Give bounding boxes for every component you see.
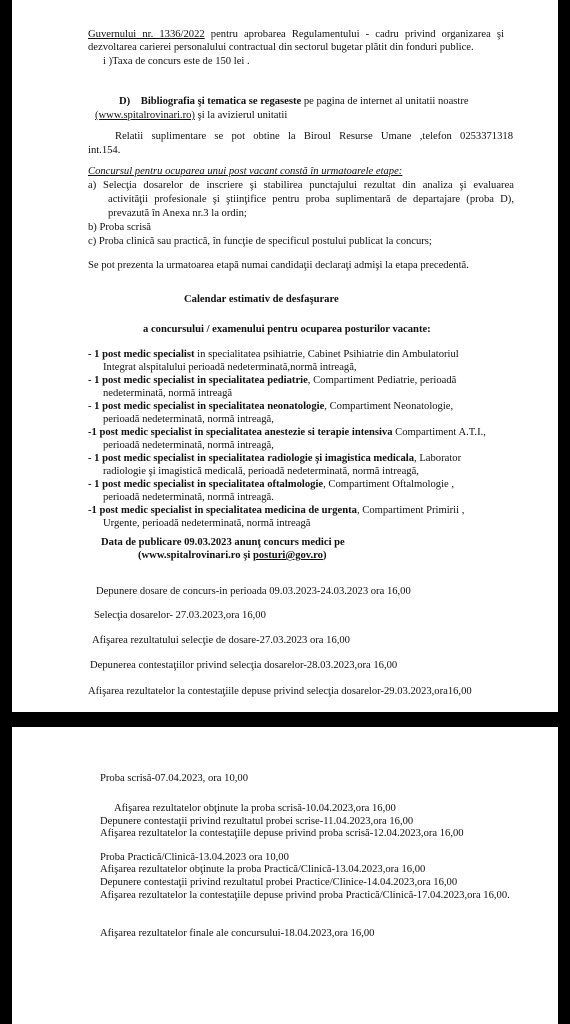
schedule-item-2: Selecţia dosarelor- 27.03.2023,ora 16,00	[94, 610, 266, 621]
written-item-3: Depunere contestaţii privind rezultatul probei scrise-11.04.2023,ora 16,00	[100, 816, 414, 827]
posturi-link[interactable]: posturi@gov.ro	[252, 550, 323, 561]
post-3-cont: perioadă nedeterminată, normă intreagă,	[103, 414, 274, 425]
post-5-cont: radiologie şi imagistică medicală, perioadă nedeterminată, normă intreagă,	[103, 466, 419, 477]
post-1: - 1 post medic specialist in specialitatea psihiatrie, Cabinet Psihiatrie din Ambulatoriul	[88, 349, 459, 360]
stages-title: Concursul pentru ocuparea unui post vacant constă în urmatoarele etape:	[88, 166, 403, 177]
contact-line-2: int.154.	[88, 145, 121, 156]
intro-line-2: dezvoltarea carierei personalului contractual din sectorul bugetar plătit din fonduri publice.	[88, 42, 474, 53]
publication-line-2: (www.spitalrovinari.ro şi posturi@gov.ro)	[138, 550, 327, 561]
schedule-item-3: Afişarea rezultatului selecţie de dosare-27.03.2023 ora 16,00	[92, 635, 350, 646]
stage-c: c) Proba clinică sau practică, în funcţie de specificul postului publicat la concurs;	[88, 236, 432, 247]
calendar-title-2: a concursului / examenului pentru ocuparea posturilor vacante:	[143, 324, 431, 335]
final-results: Afişarea rezultatelor finale ale concursului-18.04.2023,ora 16,00	[100, 928, 375, 939]
post-4: -1 post medic specialist in specialitatea anestezie si terapie intensiva Compartiment A.T.I.,	[88, 427, 486, 438]
stage-a-line-3: prevazută în Anexa nr.3 la ordin;	[108, 208, 247, 219]
post-4-cont: perioadă nedeterminată, normă intreagă,	[103, 440, 274, 451]
stage-b: b) Proba scrisă	[88, 222, 151, 233]
written-item-4: Afişarea rezultatelor la contestaţiile depuse privind proba scrisă-12.04.2023,ora 16,00	[100, 828, 464, 839]
practical-item-3: Depunere contestaţii privind rezultatul probei Practice/Clinice-14.04.2023,ora 16,00	[100, 877, 458, 888]
post-6: - 1 post medic specialist in specialitatea oftalmologie, Compartiment Oftalmologie ,	[88, 479, 455, 490]
post-2: - 1 post medic specialist in specialitatea pediatrie, Compartiment Pediatrie, perioadă	[88, 375, 457, 386]
contact-line-1: Relatii suplimentare se pot obtine la Biroul Resurse Umane ,telefon 0253371318	[115, 131, 513, 142]
schedule-item-1: Depunere dosare de concurs-in perioada 09.03.2023-24.03.2023 ora 16,00	[96, 586, 411, 597]
bibliography-link-line: (www.spitalrovinari.ro) şi la avizierul unitatii	[95, 110, 288, 121]
stages-note: Se pot prezenta la urmatoarea etapă numai candidaţii declaraţi admişi la etapa precedentă.	[88, 260, 469, 271]
post-5: - 1 post medic specialist in specialitatea radiologie şi imagistica medicala, Laborator	[88, 453, 462, 464]
stage-a-line-1: a) Selecţia dosarelor de inscriere şi stabilirea punctajului rezultat din analiza şi evaluarea	[88, 180, 514, 191]
ref-link[interactable]: Guvernului nr. 1336/2022	[88, 29, 205, 40]
post-7: -1 post medic specialist in specialitatea medicina de urgenta, Compartiment Primirii ,	[88, 505, 465, 516]
post-6-cont: perioadă nedeterminată, normă intreagă.	[103, 492, 274, 503]
stage-a-line-2: activităţii profesionale şi ştiinţifice pentru proba suplimentară de departajare (proba D),	[108, 194, 514, 205]
practical-item-4: Afişarea rezultatelor la contestaţiile depuse privind proba Practică/Clinică-17.04.2023,ora 16,00.	[100, 890, 510, 901]
schedule-item-4: Depunerea contestaţiilor privind selecţia dosarelor-28.03.2023,ora 16,00	[90, 660, 398, 671]
publication-line-1: Data de publicare 09.03.2023 anunţ concurs medici pe	[101, 537, 345, 548]
post-3: - 1 post medic specialist in specialitatea neonatologie, Compartiment Neonatologie,	[88, 401, 454, 412]
post-2-cont: nedeterminată, normă intreagă	[103, 388, 233, 399]
written-item-2: Afişarea rezultatelor obţinute la proba scrisă-10.04.2023,ora 16,00	[114, 803, 396, 814]
bibliography-line: D) Bibliografia şi tematica se regaseste pe pagina de internet al unitatii noastre	[119, 96, 469, 107]
written-item-1: Proba scrisă-07.04.2023, ora 10,00	[100, 773, 248, 784]
document-page-1	[12, 0, 558, 712]
practical-item-1: Proba Practică/Clinică-13.04.2023 ora 10,00	[100, 852, 289, 863]
document-page-2	[12, 727, 558, 1024]
calendar-title-1: Calendar estimativ de desfaşurare	[184, 294, 339, 305]
schedule-item-5: Afişarea rezultatelor la contestaţiile depuse privind selecţia dosarelor-29.03.2023,ora16,00	[88, 686, 472, 697]
post-7-cont: Urgente, perioadă nedeterminată, normă intreagă	[103, 518, 311, 529]
fee-line: i )Taxa de concurs este de 150 lei .	[103, 56, 250, 67]
practical-item-2: Afişarea rezultatelor obţinute la proba Practică/Clinică-13.04.2023,ora 16,00	[100, 864, 426, 875]
intro-line-1: Guvernului nr. 1336/2022 pentru aprobarea Regulamentului - cadru privind organizarea şi	[88, 29, 504, 40]
site-link[interactable]: (www.spitalrovinari.ro)	[95, 110, 195, 121]
post-1-cont: Integrat alspitalului perioadă nedeterminată,normă intreagă,	[103, 362, 357, 373]
